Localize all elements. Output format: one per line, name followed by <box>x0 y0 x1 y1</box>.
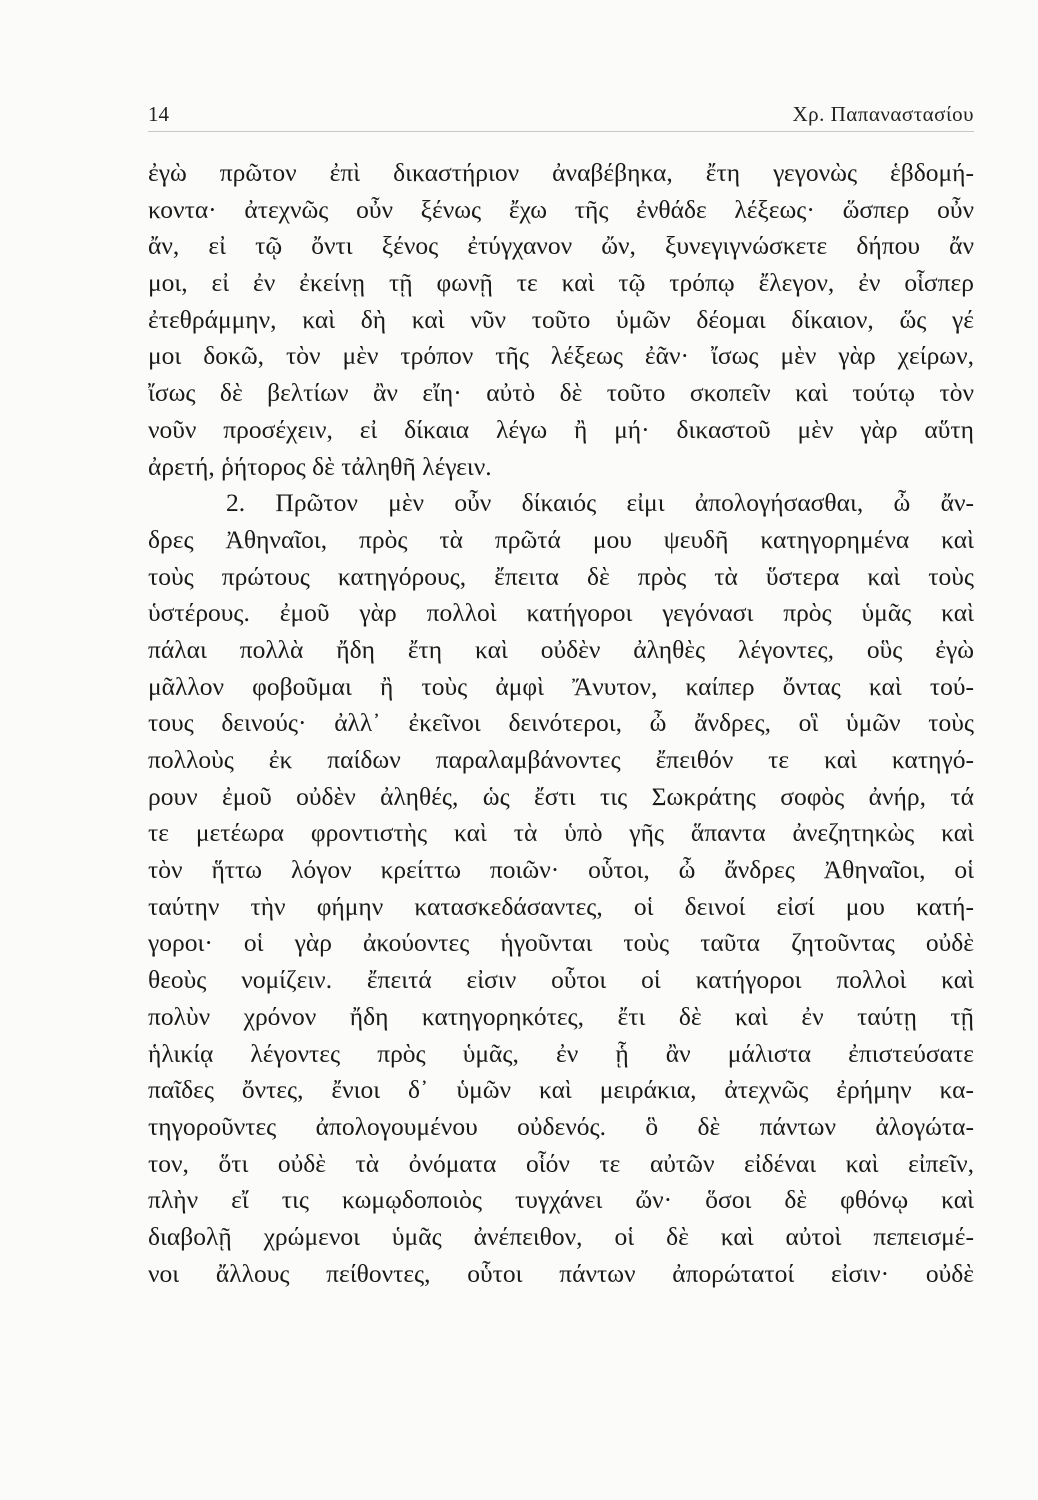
text-line: μοι δοκῶ, τὸν μὲν τρόπον τῆς λέξεως ἐᾶν· ἴσως μὲν γὰρ χείρων, <box>148 341 974 371</box>
section-start-line: 2. Πρῶτον μὲν οὖν δίκαιός εἰμι ἀπολογήσασθαι, ὦ ἄν- <box>226 488 974 518</box>
text-line: ταύτην τὴν φήμην κατασκεδάσαντες, οἱ δεινοί εἰσί μου κατή- <box>148 891 974 921</box>
text-line: ἴσως δὲ βελτίων ἂν εἴη· αὐτὸ δὲ τοῦτο σκοπεῖν καὶ τούτῳ τὸν <box>148 378 974 408</box>
text-line: πολὺν χρόνον ἤδη κατηγορηκότες, ἔτι δὲ καὶ ἐν ταύτῃ τῇ <box>148 1001 974 1031</box>
text-line: ρουν ἐμοῦ οὐδὲν ἀληθές, ὡς ἔστι τις Σωκράτης σοφὸς ἀνήρ, τά <box>148 781 974 811</box>
text-line: νοῦν προσέχειν, εἰ δίκαια λέγω ἢ μή· δικαστοῦ μὲν γὰρ αὕτη <box>148 414 974 444</box>
text-line: μᾶλλον φοβοῦμαι ἢ τοὺς ἀμφὶ Ἄνυτον, καίπερ ὄντας καὶ τού- <box>148 671 974 701</box>
text-line: μοι, εἰ ἐν ἐκείνῃ τῇ φωνῇ τε καὶ τῷ τρόπῳ ἔλεγον, ἐν οἷσπερ <box>148 268 974 298</box>
text-line: ἄν, εἰ τῷ ὄντι ξένος ἐτύγχανον ὤν, ξυνεγιγνώσκετε δήπου ἄν <box>148 231 974 261</box>
text-line: διαβολῇ χρώμενοι ὑμᾶς ἀνέπειθον, οἱ δὲ καὶ αὐτοὶ πεπεισμέ- <box>148 1221 974 1251</box>
text-line: τὸν ἥττω λόγον κρείττω ποιῶν· οὗτοι, ὦ ἄνδρες Ἀθηναῖοι, οἱ <box>148 855 974 885</box>
text-line: δρες Ἀθηναῖοι, πρὸς τὰ πρῶτά μου ψευδῆ κατηγορημένα καὶ <box>148 524 974 554</box>
text-line: ἡλικίᾳ λέγοντες πρὸς ὑμᾶς, ἐν ᾗ ἂν μάλιστα ἐπιστεύσατε <box>148 1038 974 1068</box>
text-line: τοὺς πρώτους κατηγόρους, ἔπειτα δὲ πρὸς τὰ ὕστερα καὶ τοὺς <box>148 561 974 591</box>
page-number: 14 <box>148 102 169 126</box>
header-rule <box>148 131 974 132</box>
text-line: παῖδες ὄντες, ἔνιοι δ᾽ ὑμῶν καὶ μειράκια, ἀτεχνῶς ἐρήμην κα- <box>148 1075 974 1105</box>
text-line: κοντα· ἀτεχνῶς οὖν ξένως ἔχω τῆς ἐνθάδε λέξεως· ὥσπερ οὖν <box>148 194 974 224</box>
text-line: θεοὺς νομίζειν. ἔπειτά εἰσιν οὗτοι οἱ κατήγοροι πολλοὶ καὶ <box>148 965 974 995</box>
text-line: τους δεινούς· ἀλλ᾽ ἐκεῖνοι δεινότεροι, ὦ ἄνδρες, οἳ ὑμῶν τοὺς <box>148 708 974 738</box>
text-line: ὑστέρους. ἐμοῦ γὰρ πολλοὶ κατήγοροι γεγόνασι πρὸς ὑμᾶς καὶ <box>148 598 974 628</box>
text-line: πάλαι πολλὰ ἤδη ἔτη καὶ οὐδὲν ἀληθὲς λέγοντες, οὓς ἐγὼ <box>148 634 974 664</box>
text-line: ἀρετή, ῥήτορος δὲ τἀληθῆ λέγειν. <box>148 451 492 481</box>
text-line: γοροι· οἱ γὰρ ἀκούοντες ἡγοῦνται τοὺς ταῦτα ζητοῦντας οὐδὲ <box>148 928 974 958</box>
running-head <box>148 102 974 132</box>
text-line: τηγοροῦντες ἀπολογουμένου οὐδενός. ὃ δὲ πάντων ἀλογώτα- <box>148 1111 974 1141</box>
text-line: πολλοὺς ἐκ παίδων παραλαμβάνοντες ἔπειθόν τε καὶ κατηγό- <box>148 745 974 774</box>
text-line: ἐτεθράμμην, καὶ δὴ καὶ νῦν τοῦτο ὑμῶν δέομαι δίκαιον, ὥς γέ <box>148 304 974 334</box>
body-text <box>148 155 974 1292</box>
running-head-author: Χρ. Παπαναστασίου <box>792 102 974 126</box>
text-line: ἐγὼ πρῶτον ἐπὶ δικαστήριον ἀναβέβηκα, ἔτη γεγονὼς ἑβδομή- <box>148 158 974 187</box>
text-line: τον, ὅτι οὐδὲ τὰ ὀνόματα οἷόν τε αὐτῶν εἰδέναι καὶ εἰπεῖν, <box>148 1148 974 1178</box>
text-line: πλὴν εἴ τις κωμῳδοποιὸς τυγχάνει ὤν· ὅσοι δὲ φθόνῳ καὶ <box>148 1185 974 1215</box>
text-line: νοι ἄλλους πείθοντες, οὗτοι πάντων ἀπορώτατοί εἰσιν· οὐδὲ <box>148 1258 974 1288</box>
text-line: τε μετέωρα φροντιστὴς καὶ τὰ ὑπὸ γῆς ἅπαντα ἀνεζητηκὼς καὶ <box>148 818 974 848</box>
